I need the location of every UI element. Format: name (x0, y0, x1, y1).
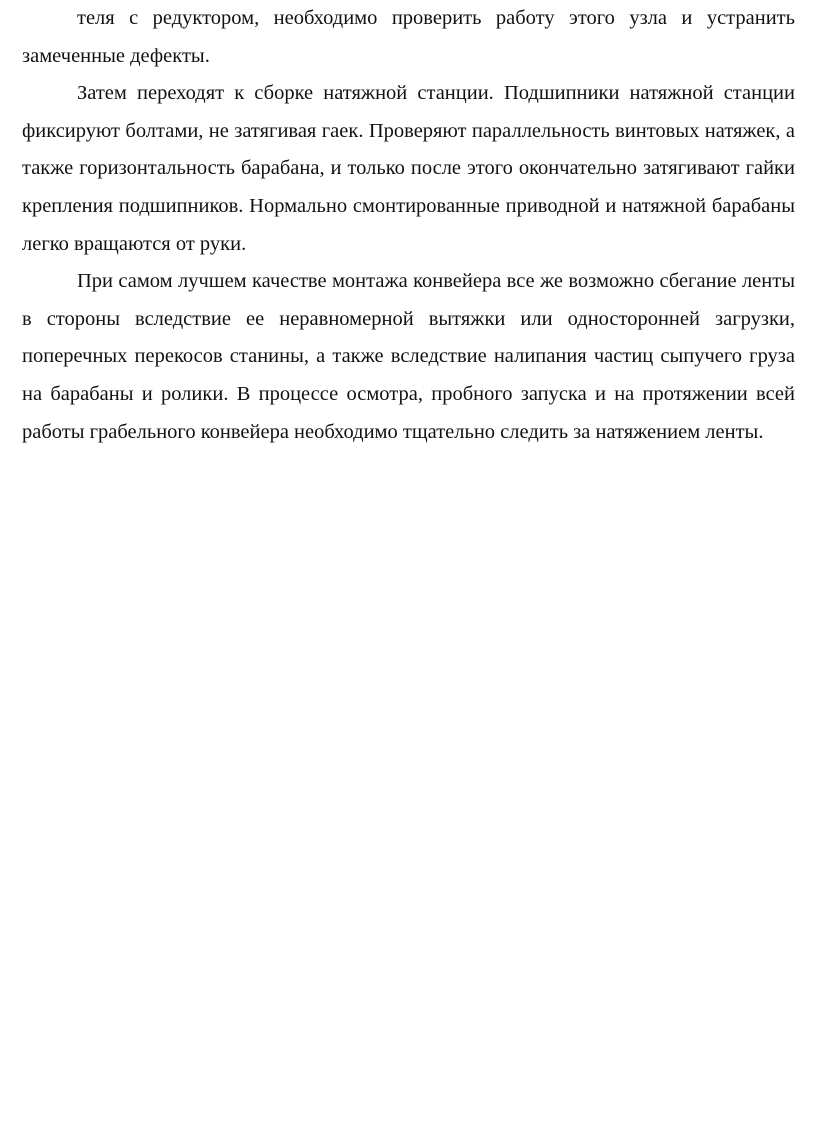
paragraph-2: Затем переходят к сборке натяжной станции. Подшипники натяжной станции фиксируют болтами, не затягивая гаек. Проверяют параллельность винтовых натяжек, а также горизонтальность барабана, и только после этого окончательно затягивают гайки крепления подшипников. Нормально смонтированные приводной и натяжной барабаны легко вращаются от руки. (22, 82, 795, 255)
paragraph-3: При самом лучшем качестве монтажа конвейера все же возможно сбегание ленты в стороны вследствие ее неравномерной вытяжки или односторонней загрузки, поперечных перекосов станины, а также вследствие налипания частиц сыпучего груза на барабаны и ролики. В процессе осмотра, пробного запуска и на протяжении всей работы грабельного конвейера необходимо тщательно следить за натяжением ленты. (22, 270, 795, 443)
paragraph-1: теля с редуктором, необходимо проверить работу этого узла и устранить замеченные дефекты. (22, 7, 795, 67)
document-body (22, 0, 795, 451)
